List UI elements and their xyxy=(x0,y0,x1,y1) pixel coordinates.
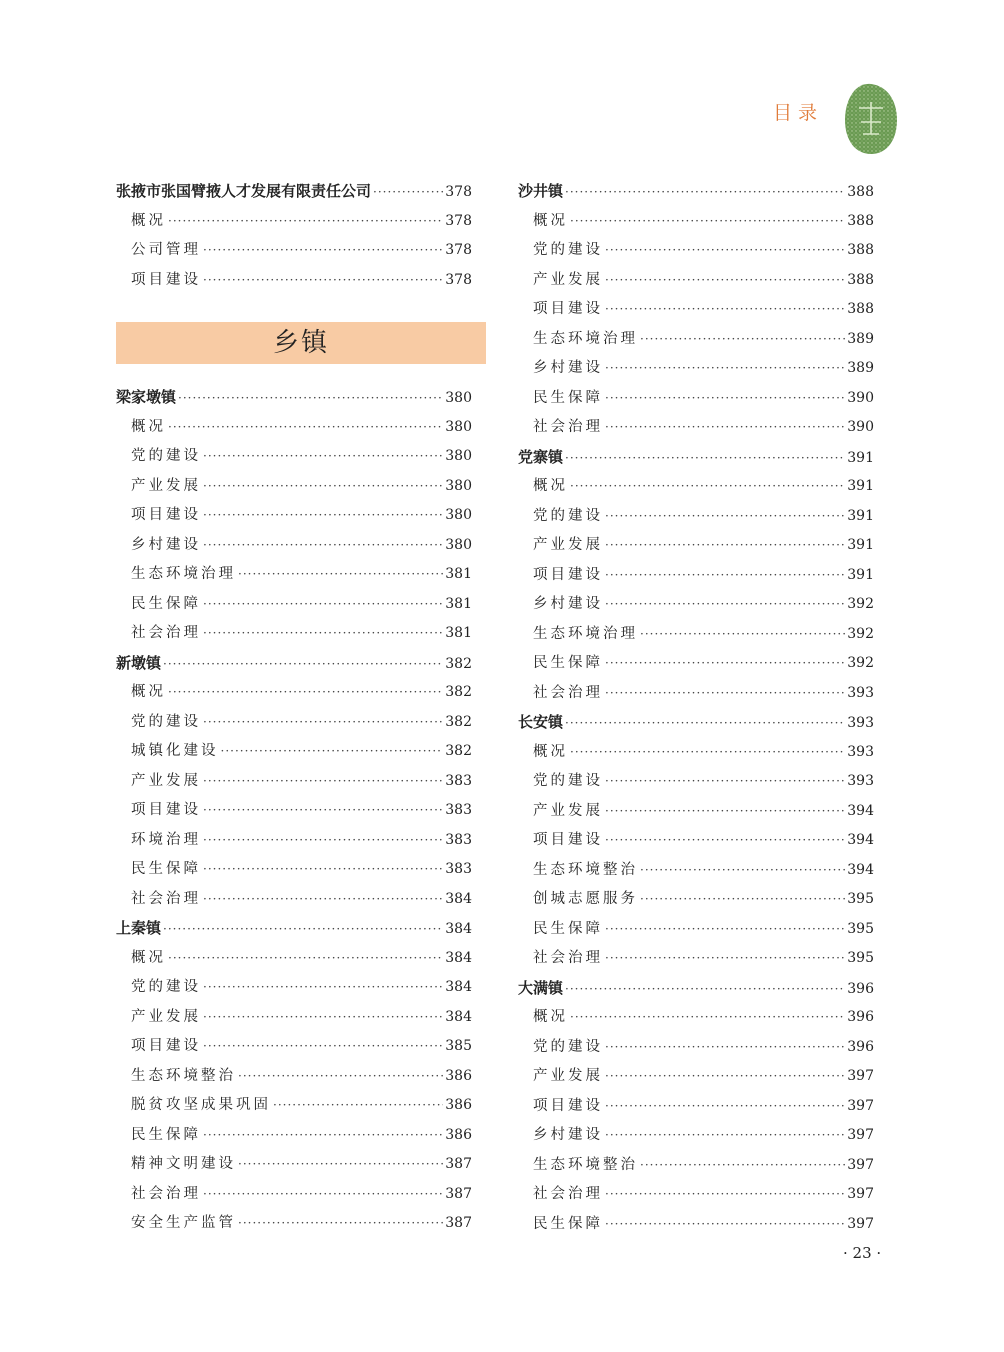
toc-entry-sub[interactable] xyxy=(518,325,874,355)
toc-entry-page: 393 xyxy=(847,715,874,731)
dot-leader xyxy=(238,1062,443,1092)
toc-entry-page: 384 xyxy=(445,890,472,907)
toc-entry-label: 党的建设 xyxy=(533,507,603,524)
toc-entry-label: 上秦镇 xyxy=(116,919,162,937)
toc-entry-page: 384 xyxy=(445,921,472,937)
dot-leader xyxy=(605,236,845,266)
toc-entry-page: 390 xyxy=(847,419,874,435)
toc-entry-page: 393 xyxy=(847,743,874,760)
toc-entry-label: 创城志愿服务 xyxy=(533,891,638,907)
dot-leader xyxy=(203,531,443,561)
toc-entry-sub[interactable] xyxy=(116,1121,472,1151)
dot-leader xyxy=(640,620,845,650)
toc-entry-page: 394 xyxy=(847,832,874,848)
toc-entry-page: 395 xyxy=(847,920,874,937)
toc-entry-label: 社会治理 xyxy=(131,625,201,641)
toc-entry-page: 388 xyxy=(847,301,874,317)
dot-leader xyxy=(565,178,845,208)
toc-entry-page: 397 xyxy=(847,1068,874,1084)
toc-entry-label: 项目建设 xyxy=(533,566,603,583)
toc-entry-sub[interactable] xyxy=(116,1062,472,1092)
toc-entry-page: 397 xyxy=(847,1156,874,1173)
toc-entry-page: 391 xyxy=(847,537,874,553)
toc-entry-sub[interactable] xyxy=(116,501,472,531)
dot-leader xyxy=(605,915,845,945)
toc-entry-page: 392 xyxy=(847,655,874,671)
toc-entry-page: 382 xyxy=(445,743,472,759)
toc-entry-label: 乡村建设 xyxy=(533,1127,603,1143)
toc-entry-label: 项目建设 xyxy=(533,301,603,317)
toc-entry-label: 民生保障 xyxy=(533,655,603,671)
toc-entry-label: 公司管理 xyxy=(131,242,201,258)
toc-entry-sub[interactable] xyxy=(116,708,472,738)
toc-entry-sub[interactable] xyxy=(116,796,472,826)
dot-leader xyxy=(168,413,443,443)
toc-entry-label: 项目建设 xyxy=(131,271,201,288)
toc-entry-sub[interactable] xyxy=(518,1210,874,1240)
dot-leader xyxy=(203,442,443,472)
toc-entry-sub[interactable] xyxy=(116,1091,472,1121)
dot-leader xyxy=(605,826,845,856)
toc-entry-label: 梁家墩镇 xyxy=(116,388,177,406)
toc-entry-label: 产业发展 xyxy=(533,1068,603,1084)
toc-entry-sub[interactable] xyxy=(518,1151,874,1181)
toc-entry-label: 生态环境治理 xyxy=(533,625,638,642)
toc-entry-label: 党的建设 xyxy=(131,979,201,995)
toc-entry-page: 383 xyxy=(445,861,472,877)
toc-entry-sub[interactable] xyxy=(518,1062,874,1092)
toc-entry-sub[interactable] xyxy=(116,944,472,974)
toc-entry-label: 社会治理 xyxy=(533,684,603,701)
dot-leader xyxy=(203,236,443,266)
toc-entry-page: 388 xyxy=(847,242,874,258)
toc-entry-label: 项目建设 xyxy=(131,1038,201,1054)
toc-entry-page: 396 xyxy=(847,980,874,997)
toc-entry-label: 社会治理 xyxy=(533,1186,603,1202)
toc-entry-label: 社会治理 xyxy=(533,419,603,435)
dot-leader xyxy=(605,649,845,679)
toc-entry-main[interactable] xyxy=(116,914,472,944)
toc-entry-sub[interactable] xyxy=(116,826,472,856)
section-title: 乡镇 xyxy=(116,322,486,364)
toc-entry-main[interactable] xyxy=(518,177,874,207)
toc-entry-sub[interactable] xyxy=(116,266,472,296)
toc-entry-label: 党寨镇 xyxy=(518,447,564,466)
dot-leader xyxy=(605,679,845,709)
dot-leader xyxy=(203,767,443,797)
dot-leader xyxy=(168,678,443,708)
dot-leader xyxy=(605,354,845,384)
toc-entry-page: 397 xyxy=(847,1127,874,1143)
dot-leader xyxy=(640,325,845,355)
toc-entry-page: 393 xyxy=(847,773,874,789)
toc-entry-label: 生态环境整治 xyxy=(533,861,638,878)
toc-entry-page: 395 xyxy=(847,950,874,966)
toc-entry-label: 项目建设 xyxy=(533,832,603,848)
dot-leader xyxy=(605,1092,845,1122)
toc-entry-page: 396 xyxy=(847,1038,874,1055)
dot-leader xyxy=(605,295,845,325)
toc-entry-page: 380 xyxy=(445,507,472,523)
toc-entry-page: 388 xyxy=(847,271,874,288)
toc-entry-page: 390 xyxy=(847,389,874,406)
toc-entry-page: 384 xyxy=(445,979,472,995)
toc-left-column xyxy=(116,383,472,1239)
dot-leader xyxy=(203,472,443,502)
toc-entry-sub[interactable] xyxy=(116,560,472,590)
toc-entry-page: 381 xyxy=(445,625,472,641)
toc-entry-sub[interactable] xyxy=(518,856,874,886)
toc-entry-label: 生态环境治理 xyxy=(131,566,236,582)
dot-leader xyxy=(163,915,443,945)
dot-leader xyxy=(570,738,845,768)
toc-entry-label: 沙井镇 xyxy=(518,182,564,200)
dot-leader xyxy=(570,1003,845,1033)
toc-entry-sub[interactable] xyxy=(518,1003,874,1033)
toc-entry-page: 386 xyxy=(445,1067,472,1084)
toc-entry-label: 党的建设 xyxy=(533,773,603,789)
dot-leader xyxy=(605,767,845,797)
dot-leader xyxy=(238,1150,443,1180)
toc-entry-main[interactable] xyxy=(116,383,472,413)
toc-entry-page: 378 xyxy=(445,212,472,229)
toc-entry-page: 391 xyxy=(847,566,874,583)
dot-leader xyxy=(168,944,443,974)
toc-entry-sub[interactable] xyxy=(116,590,472,620)
toc-entry-sub[interactable] xyxy=(518,236,874,266)
toc-entry-sub[interactable] xyxy=(518,1180,874,1210)
dot-leader xyxy=(203,1121,443,1151)
toc-entry-page: 381 xyxy=(445,566,472,582)
dot-leader xyxy=(203,501,443,531)
dot-leader xyxy=(203,1180,443,1210)
toc-entry-sub[interactable] xyxy=(116,236,472,266)
page-number: · 23 · xyxy=(843,1244,882,1262)
toc-entry-page: 394 xyxy=(847,802,874,819)
toc-entry-label: 民生保障 xyxy=(131,861,201,877)
toc-entry-label: 概况 xyxy=(131,949,166,966)
toc-entry-page: 387 xyxy=(445,1156,472,1172)
dot-leader xyxy=(203,826,443,856)
toc-right-column xyxy=(518,177,874,1239)
toc-entry-label: 乡村建设 xyxy=(533,596,603,612)
dot-leader xyxy=(605,502,845,532)
toc-entry-sub[interactable] xyxy=(518,944,874,974)
toc-entry-page: 393 xyxy=(847,684,874,701)
toc-entry-page: 386 xyxy=(445,1126,472,1143)
toc-entry-sub[interactable] xyxy=(518,826,874,856)
toc-entry-sub[interactable] xyxy=(518,354,874,384)
toc-entry-main[interactable] xyxy=(518,974,874,1004)
dot-leader xyxy=(203,619,443,649)
toc-entry-page: 378 xyxy=(445,184,472,200)
toc-entry-page: 382 xyxy=(445,713,472,730)
toc-entry-sub[interactable] xyxy=(518,885,874,915)
toc-entry-label: 项目建设 xyxy=(131,507,201,523)
toc-entry-sub[interactable] xyxy=(518,472,874,502)
toc-entry-label: 概况 xyxy=(131,418,166,435)
toc-entry-sub[interactable] xyxy=(116,1003,472,1033)
toc-entry-sub[interactable] xyxy=(518,502,874,532)
toc-entry-sub[interactable] xyxy=(518,915,874,945)
toc-entry-page: 392 xyxy=(847,596,874,612)
dot-leader xyxy=(640,1151,845,1181)
toc-entry-sub[interactable] xyxy=(116,1150,472,1180)
dot-leader xyxy=(605,266,845,296)
toc-entry-sub[interactable] xyxy=(518,620,874,650)
toc-entry-sub[interactable] xyxy=(116,737,472,767)
toc-entry-label: 概况 xyxy=(533,1009,568,1025)
dot-leader xyxy=(203,1032,443,1062)
dot-leader xyxy=(565,444,845,474)
toc-entry-page: 380 xyxy=(445,536,472,553)
toc-entry-page: 381 xyxy=(445,595,472,612)
toc-entry-main[interactable] xyxy=(518,708,874,738)
toc-entry-label: 民生保障 xyxy=(533,389,603,406)
toc-entry-page: 382 xyxy=(445,684,472,700)
toc-entry-page: 378 xyxy=(445,271,472,288)
dot-leader xyxy=(605,413,845,443)
toc-entry-label: 产业发展 xyxy=(533,537,603,553)
toc-entry-label: 生态环境整治 xyxy=(533,1156,638,1173)
toc-entry-label: 脱贫攻坚成果巩固 xyxy=(131,1097,271,1113)
toc-entry-label: 新墩镇 xyxy=(116,653,162,672)
dot-leader xyxy=(238,1209,443,1239)
toc-entry-main[interactable] xyxy=(518,443,874,473)
dot-leader xyxy=(168,207,443,237)
toc-entry-label: 概况 xyxy=(533,478,568,494)
toc-entry-sub[interactable] xyxy=(518,266,874,296)
toc-entry-label: 项目建设 xyxy=(533,1097,603,1114)
dot-leader xyxy=(605,1210,845,1240)
toc-entry-page: 382 xyxy=(445,655,472,672)
toc-entry-label: 民生保障 xyxy=(131,595,201,612)
dot-leader xyxy=(238,560,443,590)
toc-entry-page: 391 xyxy=(847,507,874,524)
toc-entry-label: 产业发展 xyxy=(533,802,603,819)
toc-entry-label: 城镇化建设 xyxy=(131,743,219,759)
toc-entry-page: 389 xyxy=(847,330,874,347)
dot-leader xyxy=(605,561,845,591)
dot-leader xyxy=(570,472,845,502)
toc-entry-label: 项目建设 xyxy=(131,802,201,818)
toc-entry-label: 概况 xyxy=(131,212,166,229)
dot-leader xyxy=(570,207,845,237)
toc-entry-label: 党的建设 xyxy=(131,713,201,730)
dot-leader xyxy=(640,856,845,886)
toc-entry-page: 387 xyxy=(445,1185,472,1202)
toc-entry-label: 精神文明建设 xyxy=(131,1156,236,1172)
dot-leader xyxy=(605,1121,845,1151)
dot-leader xyxy=(373,178,443,208)
toc-entry-label: 党的建设 xyxy=(533,1038,603,1055)
toc-entry-sub[interactable] xyxy=(518,1121,874,1151)
toc-entry-page: 380 xyxy=(445,448,472,464)
toc-entry-label: 党的建设 xyxy=(131,448,201,464)
toc-entry-sub[interactable] xyxy=(518,561,874,591)
toc-entry-sub[interactable] xyxy=(518,738,874,768)
toc-entry-label: 概况 xyxy=(533,743,568,760)
toc-entry-sub[interactable] xyxy=(518,590,874,620)
toc-entry-sub[interactable] xyxy=(116,413,472,443)
toc-entry-sub[interactable] xyxy=(116,1032,472,1062)
toc-entry-sub[interactable] xyxy=(116,619,472,649)
toc-entry-label: 产业发展 xyxy=(131,477,201,494)
toc-entry-label: 党的建设 xyxy=(533,242,603,258)
toc-entry-label: 生态环境治理 xyxy=(533,330,638,347)
toc-entry-sub[interactable] xyxy=(116,885,472,915)
dot-leader xyxy=(605,384,845,414)
toc-entry-page: 384 xyxy=(445,949,472,966)
toc-entry-page: 384 xyxy=(445,1008,472,1025)
toc-entry-label: 乡村建设 xyxy=(131,536,201,553)
toc-entry-page: 378 xyxy=(445,242,472,258)
dot-leader xyxy=(640,885,845,915)
dot-leader xyxy=(605,944,845,974)
dot-leader xyxy=(203,796,443,826)
dot-leader xyxy=(203,266,443,296)
seal-stamp-icon xyxy=(843,82,899,156)
toc-entry-sub[interactable] xyxy=(116,855,472,885)
dot-leader xyxy=(203,708,443,738)
dot-leader xyxy=(203,855,443,885)
dot-leader xyxy=(203,590,443,620)
dot-leader xyxy=(203,1003,443,1033)
dot-leader xyxy=(605,1062,845,1092)
toc-entry-sub[interactable] xyxy=(518,531,874,561)
toc-entry-label: 概况 xyxy=(533,212,568,229)
toc-entry-page: 380 xyxy=(445,390,472,406)
toc-entry-label: 概况 xyxy=(131,684,166,700)
toc-entry-page: 383 xyxy=(445,802,472,818)
toc-entry-label: 社会治理 xyxy=(533,950,603,966)
toc-entry-sub[interactable] xyxy=(518,207,874,237)
toc-entry-sub[interactable] xyxy=(518,384,874,414)
toc-entry-page: 385 xyxy=(445,1038,472,1054)
dot-leader xyxy=(565,709,845,739)
dot-leader xyxy=(605,590,845,620)
toc-entry-sub[interactable] xyxy=(518,679,874,709)
toc-entry-page: 387 xyxy=(445,1215,472,1231)
toc-entry-label: 环境治理 xyxy=(131,831,201,848)
toc-entry-page: 388 xyxy=(847,212,874,229)
toc-entry-page: 388 xyxy=(847,184,874,200)
dot-leader xyxy=(203,973,443,1003)
dot-leader xyxy=(221,737,444,767)
toc-entry-sub[interactable] xyxy=(518,295,874,325)
toc-entry-label: 安全生产监管 xyxy=(131,1215,236,1231)
toc-entry-label: 产业发展 xyxy=(533,271,603,288)
toc-entry-label: 长安镇 xyxy=(518,713,564,731)
dot-leader xyxy=(203,885,443,915)
toc-entry-label: 乡村建设 xyxy=(533,360,603,376)
toc-entry-sub[interactable] xyxy=(518,1033,874,1063)
toc-entry-page: 391 xyxy=(847,449,874,466)
toc-entry-label: 产业发展 xyxy=(131,1008,201,1025)
toc-entry-sub[interactable] xyxy=(518,767,874,797)
toc-entry-page: 395 xyxy=(847,891,874,907)
toc-entry-page: 389 xyxy=(847,360,874,376)
toc-entry-sub[interactable] xyxy=(518,1092,874,1122)
toc-entry-label: 民生保障 xyxy=(533,1215,603,1232)
toc-entry-main[interactable] xyxy=(116,177,472,207)
toc-entry-label: 生态环境整治 xyxy=(131,1067,236,1084)
toc-entry-main[interactable] xyxy=(116,649,472,679)
toc-entry-page: 397 xyxy=(847,1186,874,1202)
toc-entry-sub[interactable] xyxy=(116,472,472,502)
toc-entry-label: 张掖市张国臂掖人才发展有限责任公司 xyxy=(116,182,372,200)
toc-entry-page: 394 xyxy=(847,861,874,878)
toc-entry-sub[interactable] xyxy=(116,1180,472,1210)
toc-entry-label: 大满镇 xyxy=(518,978,564,997)
toc-entry-page: 383 xyxy=(445,772,472,789)
toc-entry-sub[interactable] xyxy=(518,649,874,679)
page-header-title: 目录 xyxy=(773,102,824,124)
toc-entry-page: 397 xyxy=(847,1097,874,1114)
toc-entry-page: 396 xyxy=(847,1009,874,1025)
toc-entry-page: 386 xyxy=(445,1097,472,1113)
toc-entry-sub[interactable] xyxy=(116,531,472,561)
toc-entry-page: 380 xyxy=(445,418,472,435)
dot-leader xyxy=(163,650,443,680)
dot-leader xyxy=(178,384,443,414)
dot-leader xyxy=(605,1033,845,1063)
toc-entry-label: 社会治理 xyxy=(131,890,201,907)
toc-entry-sub[interactable] xyxy=(116,973,472,1003)
toc-entry-sub[interactable] xyxy=(518,413,874,443)
toc-entry-sub[interactable] xyxy=(116,767,472,797)
toc-entry-page: 383 xyxy=(445,831,472,848)
dot-leader xyxy=(605,531,845,561)
toc-entry-sub[interactable] xyxy=(116,1209,472,1239)
toc-entry-label: 产业发展 xyxy=(131,772,201,789)
toc-entry-sub[interactable] xyxy=(518,797,874,827)
toc-entry-page: 380 xyxy=(445,477,472,494)
toc-entry-label: 社会治理 xyxy=(131,1185,201,1202)
toc-entry-label: 民生保障 xyxy=(533,920,603,937)
toc-entry-page: 392 xyxy=(847,625,874,642)
toc-entry-page: 397 xyxy=(847,1215,874,1232)
toc-left-top xyxy=(116,177,472,295)
toc-entry-page: 391 xyxy=(847,478,874,494)
dot-leader xyxy=(605,1180,845,1210)
toc-entry-sub[interactable] xyxy=(116,442,472,472)
dot-leader xyxy=(605,797,845,827)
toc-entry-sub[interactable] xyxy=(116,207,472,237)
toc-entry-sub[interactable] xyxy=(116,678,472,708)
dot-leader xyxy=(565,975,845,1005)
toc-entry-label: 民生保障 xyxy=(131,1126,201,1143)
dot-leader xyxy=(273,1091,443,1121)
